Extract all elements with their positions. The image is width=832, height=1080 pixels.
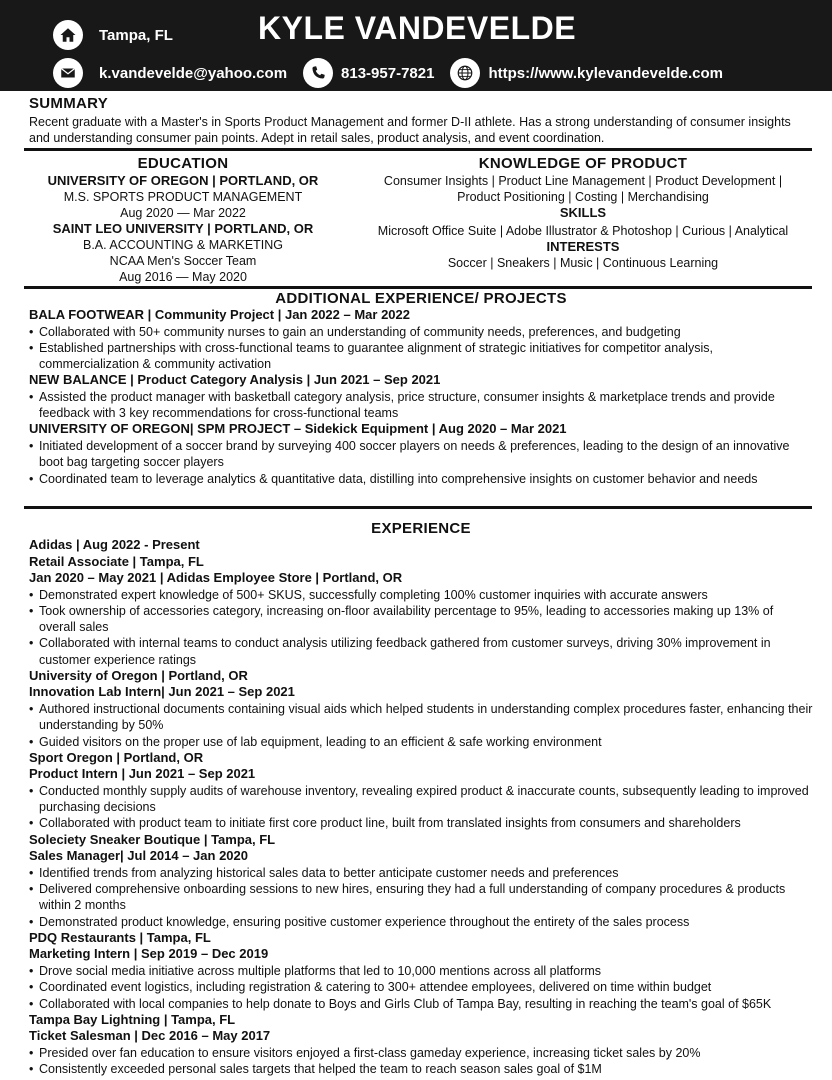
school-name: SAINT LEO UNIVERSITY | PORTLAND, OR	[52, 221, 314, 236]
school-line: Aug 2016 — May 2020	[119, 270, 247, 284]
bullet-item: • Collaborated with local companies to help donate to Boys and Girls Club of Tampa Bay, resulting in reaching the team's goal of $65K	[29, 996, 813, 1012]
bullet-item: • Identified trends from analyzing historical sales data to better anticipate customer needs and preferences	[29, 865, 813, 881]
website-link[interactable]: https://www.kylevandevelde.com	[488, 64, 723, 82]
job-bullets	[29, 701, 813, 750]
bullet-item: • Conducted monthly supply audits of warehouse inventory, revealing expired product & inaccurate counts, subsequently leading to improved purchasing decisions	[29, 783, 813, 816]
job-line: Sales Manager| Jul 2014 – Jan 2020	[29, 848, 248, 864]
bullet-item: • Collaborated with product team to initiate first core product line, built from translated insights from consumers and shareholders	[29, 815, 813, 831]
job-line: University of Oregon | Portland, OR	[29, 667, 248, 683]
bullet-item: • Collaborated with 50+ community nurses to gain an understanding of community needs, preferences, and budgeting	[29, 324, 813, 340]
summary-heading: SUMMARY	[29, 95, 109, 112]
school-name: UNIVERSITY OF OREGON | PORTLAND, OR	[47, 173, 319, 188]
job-line: Product Intern | Jun 2021 – Sep 2021	[29, 766, 256, 782]
experience-section	[29, 521, 813, 1077]
bullet-item: • Coordinated event logistics, including registration & catering to 300+ attendee employees, delivered on time within budget	[29, 979, 813, 995]
summary-section	[29, 96, 813, 146]
bullet-item: • Took ownership of accessories category, increasing on-floor availability percentage to 95%, leading to accessories making up 13% of overall sales	[29, 603, 813, 636]
job-bullets	[29, 587, 813, 668]
bullet-item: • Established partnerships with cross-functional teams to guarantee alignment of strategic initiatives for competitor analysis, commercialization & community activation	[29, 340, 813, 373]
job-bullets	[29, 783, 813, 832]
additional-section	[29, 291, 813, 487]
job-line: Ticket Salesman | Dec 2016 – May 2017	[29, 1028, 271, 1044]
bullet-item: • Delivered comprehensive onboarding sessions to new hires, ensuring they had a full understanding of company procedures & products within 2 months	[29, 881, 813, 914]
job-line: PDQ Restaurants | Tampa, FL	[29, 929, 211, 945]
bullet-item: • Initiated development of a soccer brand by surveying 400 soccer players on needs & preferences, leading to the design of an innovative boot bag targeting soccer players	[29, 438, 813, 471]
job-line: Innovation Lab Intern| Jun 2021 – Sep 2021	[29, 684, 295, 700]
job-line: Jan 2020 – May 2021 | Adidas Employee Store | Portland, OR	[29, 570, 403, 585]
bullet-item: • Drove social media initiative across multiple platforms that led to 10,000 mentions across all platforms	[29, 963, 813, 979]
contact-row	[53, 58, 723, 88]
mail-icon	[53, 58, 83, 88]
experience-heading: EXPERIENCE	[371, 520, 471, 537]
skills-text: Microsoft Office Suite | Adobe Illustrator & Photoshop | Curious | Analytical	[377, 224, 789, 238]
bullet-item: • Consistently exceeded personal sales targets that helped the team to reach season sales goal of $1M	[29, 1061, 813, 1077]
divider	[24, 506, 812, 509]
interests-text: Soccer | Sneakers | Music | Continuous Learning	[447, 256, 719, 270]
project-title: BALA FOOTWEAR | Community Project | Jan 2022 – Mar 2022	[29, 307, 410, 322]
job-line: Tampa Bay Lightning | Tampa, FL	[29, 1011, 236, 1027]
summary-text: Recent graduate with a Master's in Sports Product Management and former D-II athlete. Has a strong understanding of consumer insights and understanding consumer pain points. Adept in retail sales, product analysis, and event coordination.	[29, 115, 791, 145]
project-title: NEW BALANCE | Product Category Analysis | Jun 2021 – Sep 2021	[29, 372, 441, 388]
phone-text[interactable]: 813-957-7821	[341, 64, 435, 82]
divider	[24, 286, 812, 289]
bullet-item: • Guided visitors on the proper use of lab equipment, leading to an efficient & safe working environment	[29, 734, 813, 750]
resume-header	[0, 0, 832, 91]
email-link[interactable]: k.vandevelde@yahoo.com	[99, 64, 288, 82]
education-heading: EDUCATION	[137, 155, 229, 172]
skills-heading: SKILLS	[559, 205, 607, 220]
location-text: Tampa, FL	[99, 26, 173, 44]
job-bullets	[29, 865, 813, 930]
knowledge-heading: KNOWLEDGE OF PRODUCT	[478, 155, 688, 172]
project-title: UNIVERSITY OF OREGON| SPM PROJECT – Sidekick Equipment | Aug 2020 – Mar 2021	[29, 421, 567, 437]
project-bullets	[29, 324, 813, 373]
candidate-name: KYLE VANDEVELDE	[258, 10, 577, 46]
project-bullets	[29, 389, 813, 422]
bullet-item: • Coordinated team to leverage analytics & quantitative data, distilling into comprehensive insights on customer behavior and needs	[29, 471, 813, 487]
divider	[24, 148, 812, 151]
additional-heading: ADDITIONAL EXPERIENCE/ PROJECTS	[275, 290, 567, 307]
job-line: Retail Associate | Tampa, FL	[29, 553, 204, 569]
interests-heading: INTERESTS	[546, 239, 620, 254]
home-icon	[53, 20, 83, 50]
location-row	[53, 20, 173, 50]
knowledge-text: Consumer Insights | Product Line Management | Product Development | Product Positioning | Costing | Merchandising	[383, 174, 783, 204]
project-bullets	[29, 438, 813, 487]
bullet-item: • Presided over fan education to ensure visitors enjoyed a first-class gameday experience, increasing ticket sales by 20%	[29, 1045, 813, 1061]
job-line: Marketing Intern | Sep 2019 – Dec 2019	[29, 946, 269, 962]
job-line: Sport Oregon | Portland, OR	[29, 749, 204, 765]
job-line: Soleciety Sneaker Boutique | Tampa, FL	[29, 831, 276, 847]
school-line: NCAA Men's Soccer Team	[109, 254, 257, 268]
bullet-item: • Authored instructional documents containing visual aids which helped students in understanding complex procedures faster, enhancing their understanding by 50%	[29, 701, 813, 734]
globe-icon	[450, 58, 480, 88]
job-line: Adidas | Aug 2022 - Present	[29, 537, 200, 552]
school-line: B.A. ACCOUNTING & MARKETING	[82, 238, 284, 252]
phone-icon	[303, 58, 333, 88]
job-bullets	[29, 1045, 813, 1078]
education-section	[24, 155, 342, 285]
knowledge-section	[376, 155, 790, 271]
bullet-item: • Assisted the product manager with basketball category analysis, price structure, consumer insights & marketplace trends and provide feedback with 3 key recommendations for cross-functional teams	[29, 389, 813, 422]
bullet-item: • Collaborated with internal teams to conduct analysis utilizing feedback gathered from customer surveys, driving 30% improvement in customer experience ratings	[29, 635, 813, 668]
bullet-item: • Demonstrated expert knowledge of 500+ SKUS, successfully completing 100% customer inquiries with accurate answers	[29, 587, 813, 603]
job-bullets	[29, 963, 813, 1012]
school-line: Aug 2020 — Mar 2022	[120, 206, 246, 220]
bullet-item: • Demonstrated product knowledge, ensuring positive customer experience throughout the entirety of the sales process	[29, 914, 813, 930]
school-line: M.S. SPORTS PRODUCT MANAGEMENT	[63, 190, 303, 204]
